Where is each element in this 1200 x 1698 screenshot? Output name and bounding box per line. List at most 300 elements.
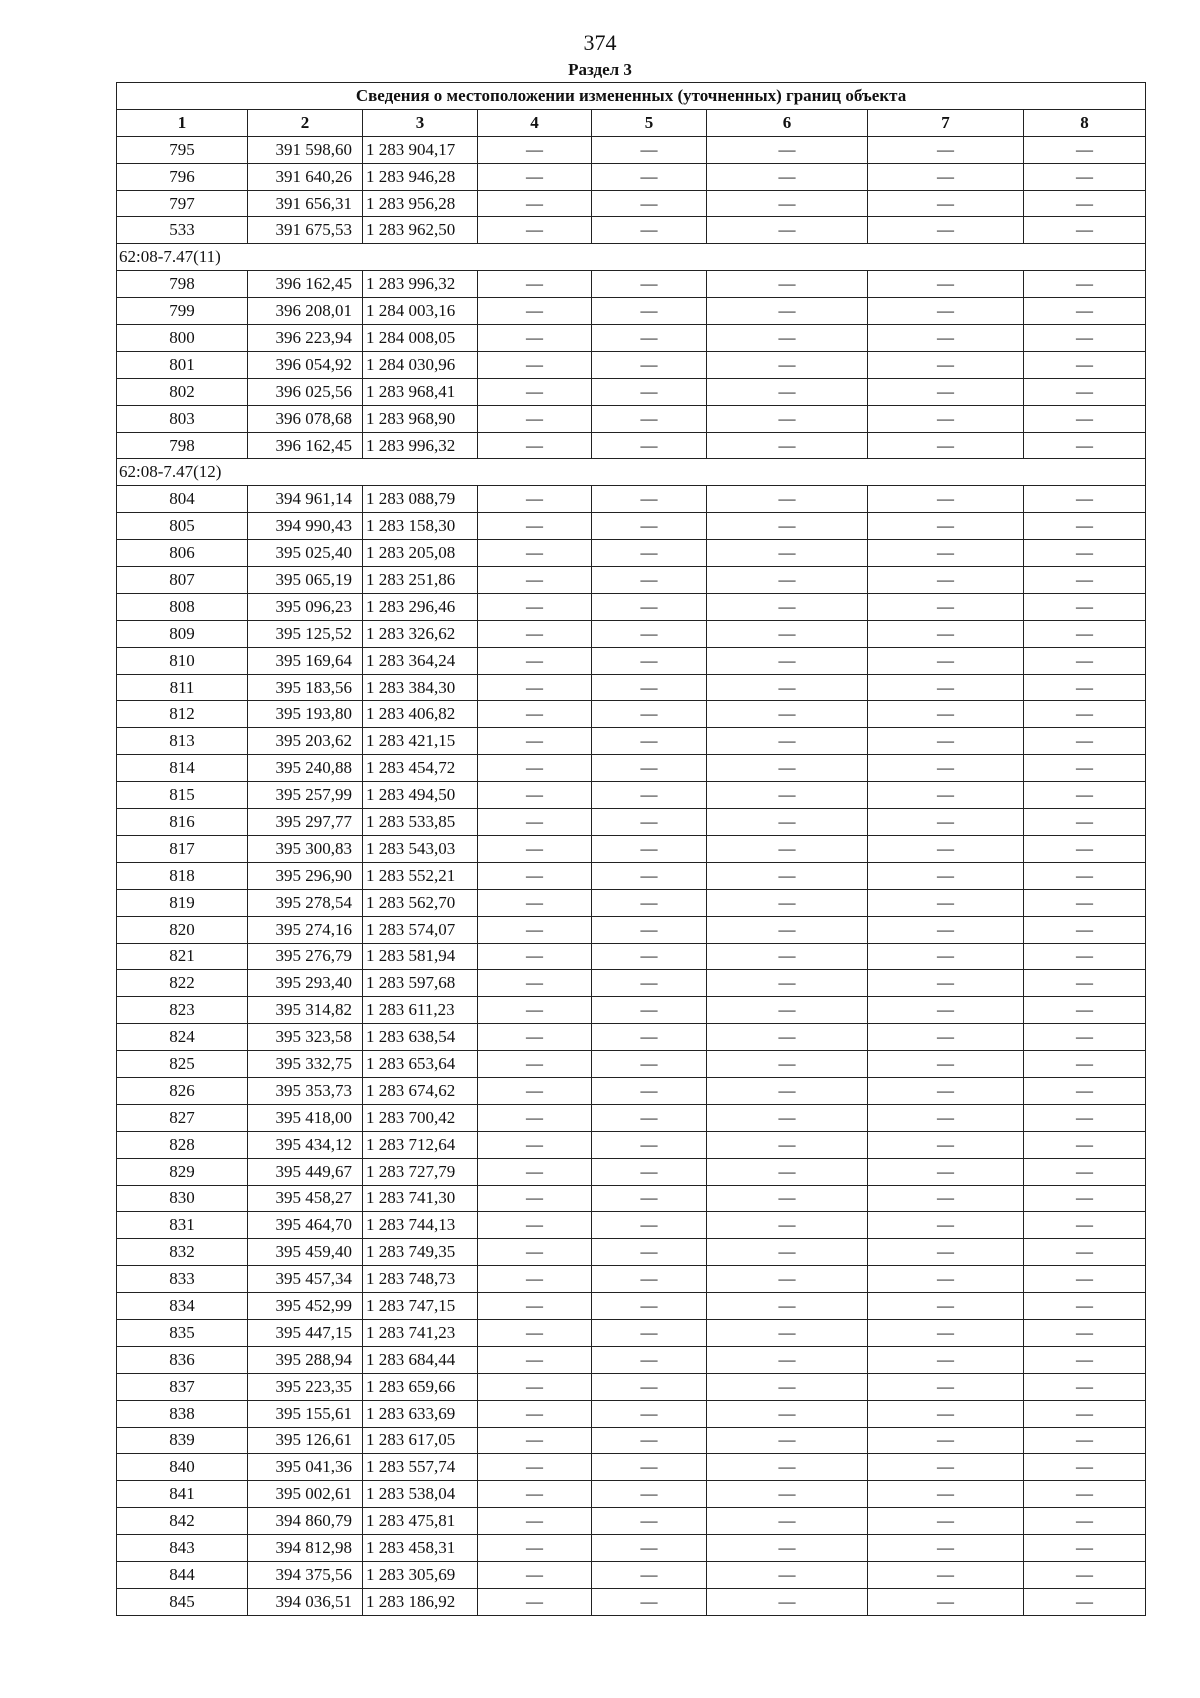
coordinate-x: 394 990,43 xyxy=(248,513,363,540)
point-number: 838 xyxy=(117,1400,248,1427)
point-number: 833 xyxy=(117,1266,248,1293)
empty-mark: — xyxy=(707,593,868,620)
column-number-header: 3 xyxy=(363,109,478,136)
empty-mark: — xyxy=(868,970,1024,997)
table-row xyxy=(117,217,1146,244)
column-number-header: 1 xyxy=(117,109,248,136)
empty-mark: — xyxy=(478,647,592,674)
empty-mark: — xyxy=(868,674,1024,701)
empty-mark: — xyxy=(478,1454,592,1481)
empty-mark: — xyxy=(868,647,1024,674)
empty-mark: — xyxy=(478,1481,592,1508)
empty-mark: — xyxy=(478,728,592,755)
empty-mark: — xyxy=(478,1051,592,1078)
empty-mark: — xyxy=(478,970,592,997)
empty-mark: — xyxy=(1024,136,1146,163)
coordinate-x: 395 025,40 xyxy=(248,540,363,567)
coordinate-x: 395 314,82 xyxy=(248,997,363,1024)
coordinate-x: 394 036,51 xyxy=(248,1588,363,1615)
empty-mark: — xyxy=(868,728,1024,755)
empty-mark: — xyxy=(707,1346,868,1373)
empty-mark: — xyxy=(478,1400,592,1427)
empty-mark: — xyxy=(1024,271,1146,298)
coordinate-x: 395 278,54 xyxy=(248,889,363,916)
coordinate-y: 1 283 574,07 xyxy=(363,916,478,943)
empty-mark: — xyxy=(868,217,1024,244)
empty-mark: — xyxy=(868,1293,1024,1320)
empty-mark: — xyxy=(1024,540,1146,567)
coordinate-x: 395 096,23 xyxy=(248,593,363,620)
table-row xyxy=(117,325,1146,352)
empty-mark: — xyxy=(478,620,592,647)
empty-mark: — xyxy=(1024,1239,1146,1266)
table-row xyxy=(117,1561,1146,1588)
table-row xyxy=(117,1319,1146,1346)
point-number: 817 xyxy=(117,835,248,862)
point-number: 806 xyxy=(117,540,248,567)
coordinate-x: 396 025,56 xyxy=(248,378,363,405)
table-row xyxy=(117,1508,1146,1535)
empty-mark: — xyxy=(592,486,707,513)
coordinate-x: 396 078,68 xyxy=(248,405,363,432)
table-row xyxy=(117,136,1146,163)
point-number: 836 xyxy=(117,1346,248,1373)
coordinate-y: 1 283 747,15 xyxy=(363,1293,478,1320)
empty-mark: — xyxy=(478,513,592,540)
coordinate-x: 396 162,45 xyxy=(248,432,363,459)
table-row xyxy=(117,1024,1146,1051)
coordinate-y: 1 283 996,32 xyxy=(363,432,478,459)
coordinate-x: 395 452,99 xyxy=(248,1293,363,1320)
empty-mark: — xyxy=(592,889,707,916)
empty-mark: — xyxy=(1024,916,1146,943)
empty-mark: — xyxy=(1024,1024,1146,1051)
point-number: 797 xyxy=(117,190,248,217)
empty-mark: — xyxy=(707,378,868,405)
empty-mark: — xyxy=(868,136,1024,163)
empty-mark: — xyxy=(868,1239,1024,1266)
coordinate-y: 1 283 421,15 xyxy=(363,728,478,755)
empty-mark: — xyxy=(478,889,592,916)
empty-mark: — xyxy=(592,351,707,378)
empty-mark: — xyxy=(868,1212,1024,1239)
empty-mark: — xyxy=(1024,1051,1146,1078)
empty-mark: — xyxy=(868,1561,1024,1588)
empty-mark: — xyxy=(592,674,707,701)
empty-mark: — xyxy=(1024,378,1146,405)
empty-mark: — xyxy=(592,647,707,674)
empty-mark: — xyxy=(707,1427,868,1454)
coordinate-y: 1 283 475,81 xyxy=(363,1508,478,1535)
table-row xyxy=(117,1400,1146,1427)
coordinate-x: 395 276,79 xyxy=(248,943,363,970)
table-row xyxy=(117,1239,1146,1266)
page-number: 374 xyxy=(583,30,617,55)
empty-mark: — xyxy=(707,1077,868,1104)
group-row xyxy=(117,244,1146,271)
empty-mark: — xyxy=(707,809,868,836)
coordinate-x: 394 812,98 xyxy=(248,1535,363,1562)
empty-mark: — xyxy=(868,1588,1024,1615)
coordinate-y: 1 283 749,35 xyxy=(363,1239,478,1266)
empty-mark: — xyxy=(868,1481,1024,1508)
table-row xyxy=(117,782,1146,809)
table-row xyxy=(117,889,1146,916)
coordinate-x: 395 458,27 xyxy=(248,1185,363,1212)
empty-mark: — xyxy=(1024,782,1146,809)
coordinate-x: 395 459,40 xyxy=(248,1239,363,1266)
empty-mark: — xyxy=(707,1454,868,1481)
table-row xyxy=(117,1077,1146,1104)
empty-mark: — xyxy=(592,1104,707,1131)
point-number: 800 xyxy=(117,325,248,352)
point-number: 831 xyxy=(117,1212,248,1239)
coordinate-y: 1 283 494,50 xyxy=(363,782,478,809)
empty-mark: — xyxy=(1024,755,1146,782)
empty-mark: — xyxy=(868,298,1024,325)
empty-mark: — xyxy=(1024,997,1146,1024)
empty-mark: — xyxy=(1024,432,1146,459)
point-number: 814 xyxy=(117,755,248,782)
coordinate-x: 396 054,92 xyxy=(248,351,363,378)
empty-mark: — xyxy=(592,1051,707,1078)
empty-mark: — xyxy=(707,782,868,809)
point-number: 823 xyxy=(117,997,248,1024)
coordinate-y: 1 283 712,64 xyxy=(363,1131,478,1158)
coordinate-x: 395 155,61 xyxy=(248,1400,363,1427)
empty-mark: — xyxy=(1024,190,1146,217)
empty-mark: — xyxy=(707,1481,868,1508)
coordinate-y: 1 284 008,05 xyxy=(363,325,478,352)
empty-mark: — xyxy=(707,351,868,378)
empty-mark: — xyxy=(478,1212,592,1239)
table-row xyxy=(117,728,1146,755)
coordinate-y: 1 283 611,23 xyxy=(363,997,478,1024)
table-row xyxy=(117,163,1146,190)
point-number: 802 xyxy=(117,378,248,405)
point-number: 811 xyxy=(117,674,248,701)
empty-mark: — xyxy=(707,674,868,701)
point-number: 837 xyxy=(117,1373,248,1400)
empty-mark: — xyxy=(592,1319,707,1346)
empty-mark: — xyxy=(868,432,1024,459)
empty-mark: — xyxy=(1024,351,1146,378)
point-number: 820 xyxy=(117,916,248,943)
empty-mark: — xyxy=(707,835,868,862)
table-row xyxy=(117,1131,1146,1158)
table-row xyxy=(117,567,1146,594)
empty-mark: — xyxy=(478,298,592,325)
empty-mark: — xyxy=(868,378,1024,405)
empty-mark: — xyxy=(868,567,1024,594)
point-number: 816 xyxy=(117,809,248,836)
empty-mark: — xyxy=(868,405,1024,432)
point-number: 803 xyxy=(117,405,248,432)
coordinate-x: 395 203,62 xyxy=(248,728,363,755)
coordinate-x: 395 332,75 xyxy=(248,1051,363,1078)
coordinate-y: 1 283 384,30 xyxy=(363,674,478,701)
empty-mark: — xyxy=(1024,1293,1146,1320)
column-number-header: 7 xyxy=(868,109,1024,136)
empty-mark: — xyxy=(707,997,868,1024)
empty-mark: — xyxy=(1024,1588,1146,1615)
empty-mark: — xyxy=(478,567,592,594)
table-row xyxy=(117,351,1146,378)
coordinate-y: 1 283 538,04 xyxy=(363,1481,478,1508)
empty-mark: — xyxy=(868,1131,1024,1158)
empty-mark: — xyxy=(592,701,707,728)
empty-mark: — xyxy=(478,432,592,459)
empty-mark: — xyxy=(707,1051,868,1078)
empty-mark: — xyxy=(868,593,1024,620)
table-row xyxy=(117,486,1146,513)
table-row xyxy=(117,298,1146,325)
column-number-header: 8 xyxy=(1024,109,1146,136)
empty-mark: — xyxy=(1024,593,1146,620)
coordinate-x: 395 041,36 xyxy=(248,1454,363,1481)
empty-mark: — xyxy=(1024,1131,1146,1158)
coordinate-x: 395 193,80 xyxy=(248,701,363,728)
coordinate-y: 1 283 552,21 xyxy=(363,862,478,889)
empty-mark: — xyxy=(1024,1535,1146,1562)
coordinate-x: 391 675,53 xyxy=(248,217,363,244)
coordinate-x: 394 860,79 xyxy=(248,1508,363,1535)
empty-mark: — xyxy=(707,405,868,432)
empty-mark: — xyxy=(868,1400,1024,1427)
empty-mark: — xyxy=(868,1373,1024,1400)
point-number: 533 xyxy=(117,217,248,244)
coordinate-y: 1 283 633,69 xyxy=(363,1400,478,1427)
empty-mark: — xyxy=(1024,325,1146,352)
table-row xyxy=(117,1158,1146,1185)
coordinate-y: 1 283 727,79 xyxy=(363,1158,478,1185)
empty-mark: — xyxy=(868,1266,1024,1293)
empty-mark: — xyxy=(592,298,707,325)
empty-mark: — xyxy=(478,136,592,163)
point-number: 812 xyxy=(117,701,248,728)
empty-mark: — xyxy=(707,1185,868,1212)
point-number: 818 xyxy=(117,862,248,889)
empty-mark: — xyxy=(707,1104,868,1131)
point-number: 796 xyxy=(117,163,248,190)
empty-mark: — xyxy=(592,1454,707,1481)
empty-mark: — xyxy=(478,1024,592,1051)
coordinate-y: 1 283 562,70 xyxy=(363,889,478,916)
coordinate-x: 395 353,73 xyxy=(248,1077,363,1104)
coordinate-x: 395 169,64 xyxy=(248,647,363,674)
point-number: 804 xyxy=(117,486,248,513)
empty-mark: — xyxy=(1024,728,1146,755)
empty-mark: — xyxy=(868,1104,1024,1131)
empty-mark: — xyxy=(478,1131,592,1158)
empty-mark: — xyxy=(868,1427,1024,1454)
empty-mark: — xyxy=(1024,1373,1146,1400)
empty-mark: — xyxy=(592,432,707,459)
empty-mark: — xyxy=(592,755,707,782)
empty-mark: — xyxy=(868,1051,1024,1078)
empty-mark: — xyxy=(592,835,707,862)
empty-mark: — xyxy=(592,943,707,970)
empty-mark: — xyxy=(707,755,868,782)
empty-mark: — xyxy=(478,1239,592,1266)
empty-mark: — xyxy=(478,1104,592,1131)
empty-mark: — xyxy=(707,1588,868,1615)
empty-mark: — xyxy=(1024,1104,1146,1131)
point-number: 805 xyxy=(117,513,248,540)
coordinate-x: 395 418,00 xyxy=(248,1104,363,1131)
coordinate-y: 1 284 030,96 xyxy=(363,351,478,378)
table-row xyxy=(117,1535,1146,1562)
coordinate-y: 1 283 186,92 xyxy=(363,1588,478,1615)
coordinate-y: 1 283 557,74 xyxy=(363,1454,478,1481)
point-number: 799 xyxy=(117,298,248,325)
point-number: 801 xyxy=(117,351,248,378)
coordinate-y: 1 283 653,64 xyxy=(363,1051,478,1078)
table-row xyxy=(117,378,1146,405)
empty-mark: — xyxy=(707,728,868,755)
coordinate-x: 395 223,35 xyxy=(248,1373,363,1400)
empty-mark: — xyxy=(868,325,1024,352)
empty-mark: — xyxy=(592,620,707,647)
point-number: 815 xyxy=(117,782,248,809)
coordinate-x: 395 464,70 xyxy=(248,1212,363,1239)
empty-mark: — xyxy=(592,1561,707,1588)
coordinate-y: 1 283 962,50 xyxy=(363,217,478,244)
empty-mark: — xyxy=(1024,1454,1146,1481)
empty-mark: — xyxy=(1024,513,1146,540)
empty-mark: — xyxy=(868,486,1024,513)
table-row xyxy=(117,970,1146,997)
empty-mark: — xyxy=(707,271,868,298)
point-number: 824 xyxy=(117,1024,248,1051)
empty-mark: — xyxy=(707,1158,868,1185)
empty-mark: — xyxy=(1024,943,1146,970)
coordinate-x: 395 457,34 xyxy=(248,1266,363,1293)
empty-mark: — xyxy=(707,943,868,970)
empty-mark: — xyxy=(478,593,592,620)
point-number: 840 xyxy=(117,1454,248,1481)
coordinate-x: 395 288,94 xyxy=(248,1346,363,1373)
empty-mark: — xyxy=(478,862,592,889)
empty-mark: — xyxy=(1024,647,1146,674)
empty-mark: — xyxy=(478,217,592,244)
point-number: 822 xyxy=(117,970,248,997)
table-row xyxy=(117,1346,1146,1373)
empty-mark: — xyxy=(1024,1561,1146,1588)
empty-mark: — xyxy=(707,513,868,540)
empty-mark: — xyxy=(868,1077,1024,1104)
coordinate-y: 1 283 406,82 xyxy=(363,701,478,728)
empty-mark: — xyxy=(707,647,868,674)
empty-mark: — xyxy=(868,755,1024,782)
coordinate-y: 1 283 956,28 xyxy=(363,190,478,217)
coordinate-y: 1 283 659,66 xyxy=(363,1373,478,1400)
empty-mark: — xyxy=(707,567,868,594)
section-title: Раздел 3 xyxy=(568,60,632,79)
empty-mark: — xyxy=(478,809,592,836)
coordinate-y: 1 283 968,41 xyxy=(363,378,478,405)
coordinate-x: 395 126,61 xyxy=(248,1427,363,1454)
empty-mark: — xyxy=(707,1024,868,1051)
empty-mark: — xyxy=(592,1373,707,1400)
table-row xyxy=(117,1104,1146,1131)
empty-mark: — xyxy=(707,1212,868,1239)
empty-mark: — xyxy=(478,1077,592,1104)
empty-mark: — xyxy=(592,513,707,540)
empty-mark: — xyxy=(707,620,868,647)
point-number: 835 xyxy=(117,1319,248,1346)
empty-mark: — xyxy=(478,1319,592,1346)
empty-mark: — xyxy=(1024,1212,1146,1239)
empty-mark: — xyxy=(592,1024,707,1051)
empty-mark: — xyxy=(1024,1346,1146,1373)
empty-mark: — xyxy=(868,513,1024,540)
point-number: 843 xyxy=(117,1535,248,1562)
empty-mark: — xyxy=(868,163,1024,190)
empty-mark: — xyxy=(1024,567,1146,594)
empty-mark: — xyxy=(707,217,868,244)
point-number: 821 xyxy=(117,943,248,970)
coordinate-y: 1 283 674,62 xyxy=(363,1077,478,1104)
coordinate-x: 391 598,60 xyxy=(248,136,363,163)
empty-mark: — xyxy=(868,1185,1024,1212)
point-number: 807 xyxy=(117,567,248,594)
empty-mark: — xyxy=(478,540,592,567)
point-number: 795 xyxy=(117,136,248,163)
empty-mark: — xyxy=(1024,1427,1146,1454)
empty-mark: — xyxy=(868,271,1024,298)
empty-mark: — xyxy=(1024,405,1146,432)
empty-mark: — xyxy=(707,136,868,163)
empty-mark: — xyxy=(868,1158,1024,1185)
empty-mark: — xyxy=(868,1319,1024,1346)
empty-mark: — xyxy=(592,136,707,163)
empty-mark: — xyxy=(1024,1077,1146,1104)
empty-mark: — xyxy=(707,1239,868,1266)
empty-mark: — xyxy=(868,190,1024,217)
point-number: 844 xyxy=(117,1561,248,1588)
empty-mark: — xyxy=(592,1293,707,1320)
table-row xyxy=(117,647,1146,674)
table-row xyxy=(117,405,1146,432)
empty-mark: — xyxy=(707,1373,868,1400)
table-row xyxy=(117,835,1146,862)
empty-mark: — xyxy=(478,1588,592,1615)
table-row xyxy=(117,862,1146,889)
coordinate-y: 1 283 617,05 xyxy=(363,1427,478,1454)
empty-mark: — xyxy=(868,1024,1024,1051)
point-number: 832 xyxy=(117,1239,248,1266)
empty-mark: — xyxy=(868,701,1024,728)
empty-mark: — xyxy=(478,701,592,728)
coordinate-y: 1 283 638,54 xyxy=(363,1024,478,1051)
empty-mark: — xyxy=(478,1561,592,1588)
point-number: 813 xyxy=(117,728,248,755)
empty-mark: — xyxy=(1024,809,1146,836)
coordinate-x: 395 065,19 xyxy=(248,567,363,594)
empty-mark: — xyxy=(592,271,707,298)
empty-mark: — xyxy=(478,1266,592,1293)
coordinate-y: 1 284 003,16 xyxy=(363,298,478,325)
coordinate-y: 1 283 748,73 xyxy=(363,1266,478,1293)
coordinate-y: 1 283 700,42 xyxy=(363,1104,478,1131)
point-number: 834 xyxy=(117,1293,248,1320)
coordinate-x: 395 257,99 xyxy=(248,782,363,809)
empty-mark: — xyxy=(592,217,707,244)
table-row xyxy=(117,755,1146,782)
table-row xyxy=(117,674,1146,701)
empty-mark: — xyxy=(592,1131,707,1158)
